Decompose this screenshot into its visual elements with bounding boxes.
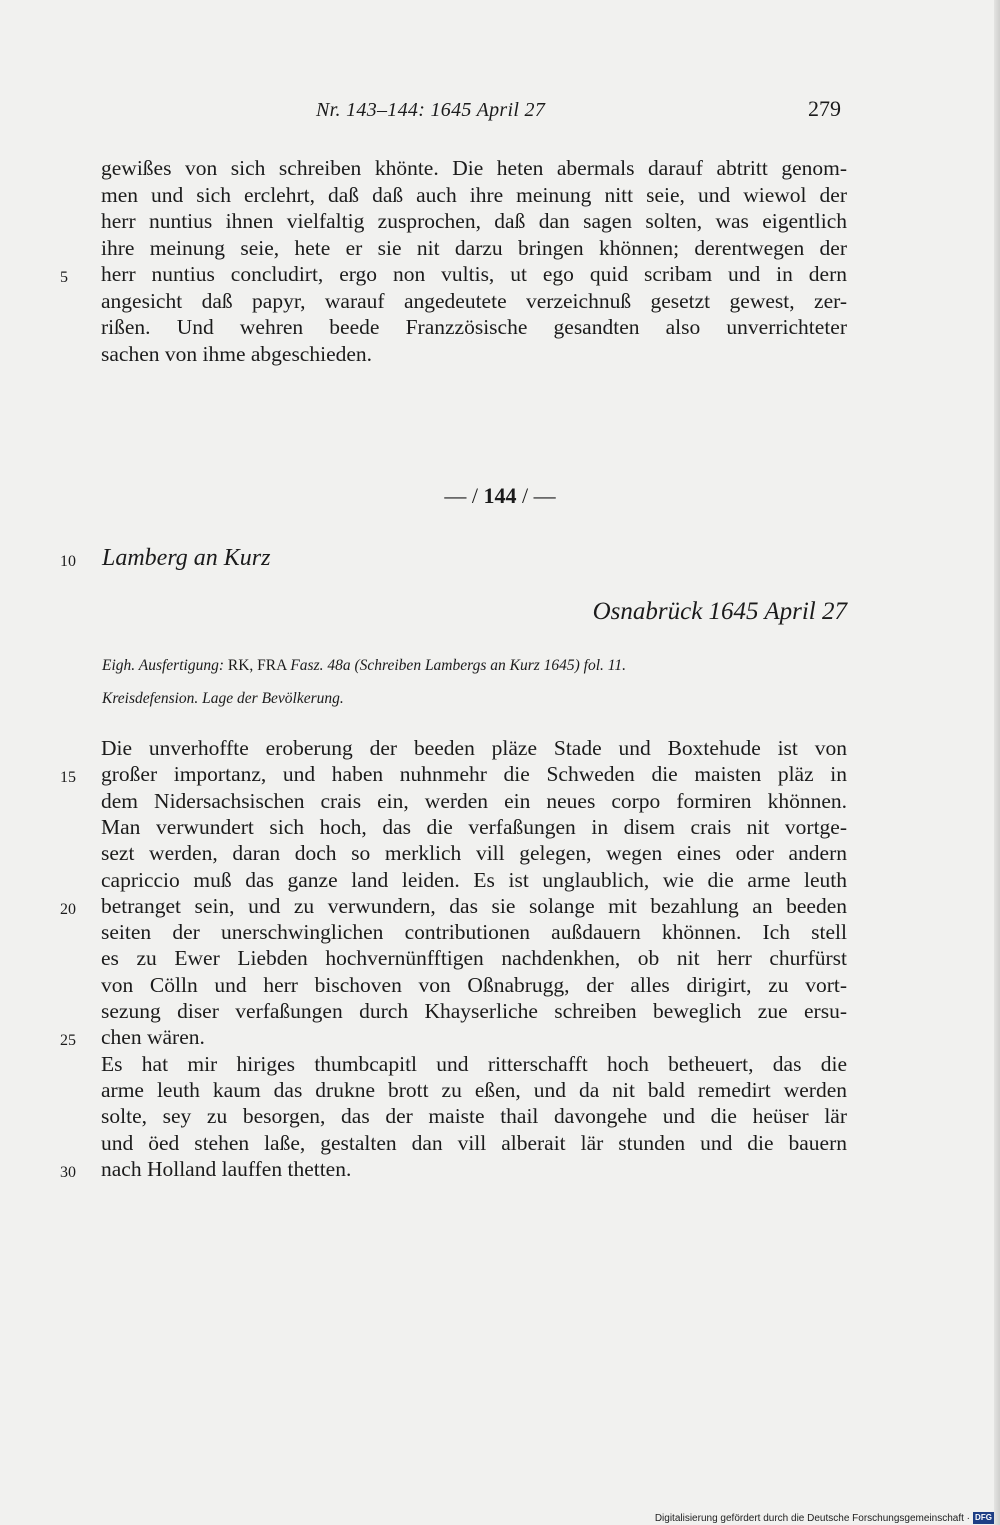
text-line: arme leuth kaum das drukne brott zu eßen, und da nit bald remedirt werden (101, 1077, 847, 1102)
page-number: 279 (808, 96, 841, 121)
text-line: großer importanz, und haben nuhnmehr die Schweden die maisten pläz in (101, 762, 847, 787)
text-line: sezung diser verfaßungen durch Khayserliche schreiben beweglich zue ersu- (101, 999, 847, 1023)
summary-note: Kreisdefension. Lage der Bevölkerung. (102, 690, 344, 707)
line-number: 15 (60, 769, 76, 787)
text-line: capriccio muß das ganze land leiden. Es ist unglaublich, wie die arme leuth (101, 867, 847, 892)
line-number: 30 (60, 1163, 76, 1181)
text-line: betranget sein, und zu verwundern, das sie solange mit bezahlung an beeden (101, 893, 847, 918)
funding-credit: Digitalisierung gefördert durch die Deutsche Forschungsgemeinschaft · (654, 1513, 970, 1524)
place-date: Osnabrück 1645 April 27 (592, 598, 847, 625)
text-line: von Cölln und herr bischoven von Oßnabrugg, der alles dirigirt, zu vort- (101, 972, 847, 997)
document-number-value: 144 (483, 483, 517, 508)
text-line: rißen. Und wehren beede Franzzösische gesandten also unverrichteter (101, 315, 847, 339)
text-line: es zu Ewer Liebden hochvernünfftigen nachdenkhen, ob nit herr churfürst (101, 946, 847, 971)
source-reference: Fasz. 48a (Schreiben Lambergs an Kurz 1645) fol. 11. (290, 657, 627, 674)
text-line: seiten der unerschwinglichen contributionen außdauern khönnen. Ich stell (101, 920, 847, 945)
source-note (102, 657, 626, 675)
text-line: dem Nidersachsischen crais ein, werden ein neues corpo formiren khönnen. (101, 788, 847, 813)
line-number: 25 (60, 1032, 76, 1050)
text-line: men und sich erclehrt, daß daß auch ihre meinung nitt seie, und wiewol der (101, 182, 847, 207)
text-line: solte, sey zu besorgen, das der maiste thail davongehe und die heüser lär (101, 1104, 847, 1129)
page-edge (994, 0, 1000, 1525)
text-line: Man verwundert sich hoch, das die verfaßungen in disem crais nit vortge- (101, 814, 847, 839)
document-number-suffix: / — (522, 483, 556, 508)
document-number-prefix: — / (444, 483, 478, 508)
text-line: gewißes von sich schreiben khönte. Die heten abermals darauf abtritt genom- (101, 156, 847, 180)
text-line: Es hat mir hiriges thumbcapitl und ritterschafft hoch betheuert, das die (101, 1051, 847, 1076)
source-prefix: Eigh. Ausfertigung: (102, 657, 228, 674)
text-line: herr nuntius ihnen vielfaltig zusprochen, daß dan sagen solten, was eigentlich (101, 209, 847, 233)
text-line: angesicht daß papyr, warauf angedeutete verzeichnuß gesetzt gewest, zer- (101, 288, 847, 313)
source-archive: RK, FRA (227, 657, 291, 674)
document-number (0, 483, 1000, 509)
document-addressee: Lamberg an Kurz (102, 545, 271, 571)
dfg-logo: DFG (973, 1512, 994, 1524)
text-line: sachen von ihme abgeschieden. (101, 341, 373, 366)
line-number: 20 (60, 900, 76, 918)
text-line: herr nuntius concludirt, ergo non vultis, ut ego quid scribam und in dern (101, 262, 847, 286)
line-number: 10 (60, 553, 76, 570)
running-head: Nr. 143–144: 1645 April 27 (316, 99, 546, 121)
text-line: und öed stehen laße, gestalten dan vill alberait lär stunden und die bauern (101, 1130, 847, 1155)
text-line: sezt werden, daran doch so merklich vill gelegen, wegen eines oder andern (101, 841, 847, 866)
line-number: 5 (60, 269, 68, 286)
text-line: chen wären. (101, 1025, 205, 1050)
text-line: nach Holland lauffen thetten. (101, 1156, 352, 1181)
text-line: ihre meinung seie, hete er sie nit darzu bringen khönnen; derentwegen der (101, 235, 847, 260)
text-line: Die unverhoffte eroberung der beeden pläze Stade und Boxtehude ist von (101, 736, 847, 760)
